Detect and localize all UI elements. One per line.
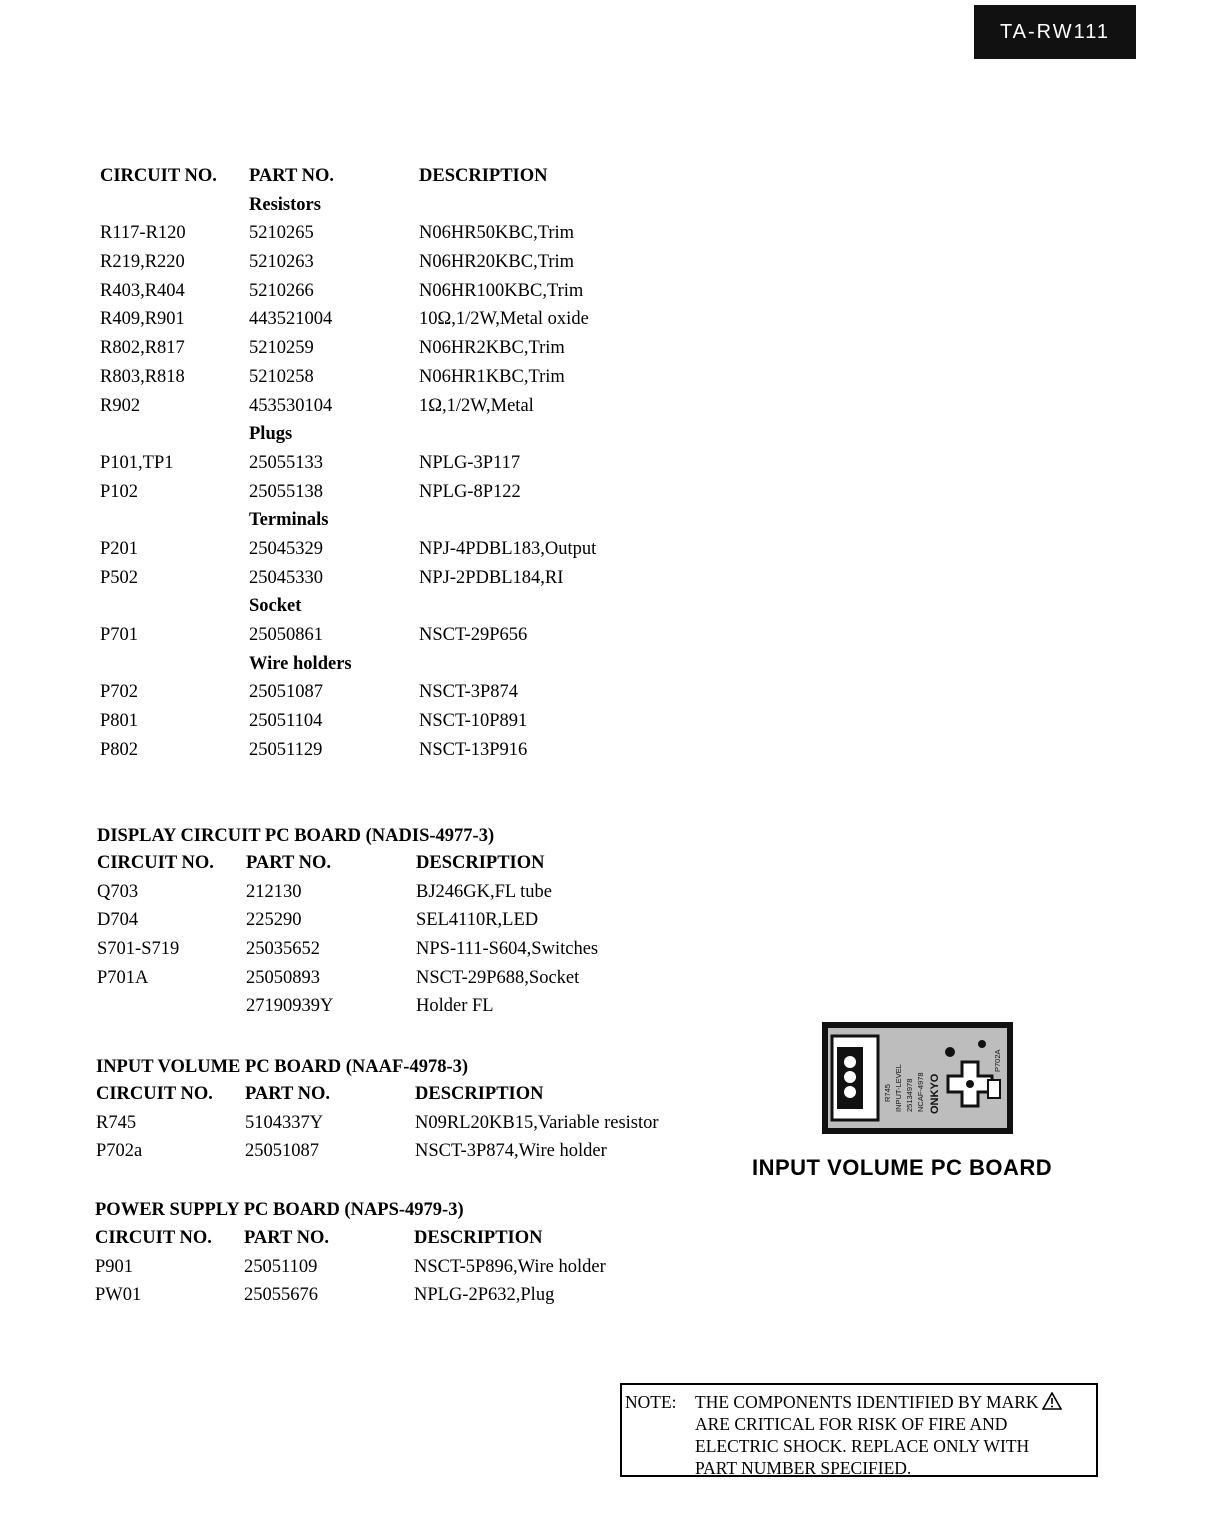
circuit-no-cell: S701-S719 [97,939,180,960]
table-row [100,740,660,769]
part-no-cell: 453530104 [249,395,333,416]
table-row [100,396,660,425]
note-line: ELECTRIC SHOCK. REPLACE ONLY WITH [695,1436,1030,1456]
table-row [100,338,660,367]
part-no-cell: 5210258 [249,366,314,387]
circuit-no-cell: R745 [96,1112,137,1133]
description-cell: NPLG-3P117 [419,452,521,473]
description-cell: NSCT-13P916 [419,739,528,760]
header-circuit-no: CIRCUIT NO. [100,166,217,186]
description-cell: NSCT-3P874,Wire holder [415,1141,607,1162]
table-row [97,939,657,968]
category-label: Terminals [249,510,329,531]
circuit-no-cell: P502 [100,567,139,588]
table-row [100,309,660,338]
header-circuit-no: CIRCUIT NO. [96,1084,213,1104]
note-line: ARE CRITICAL FOR RISK OF FIRE AND [695,1414,1008,1434]
table-row [95,1285,655,1314]
part-no-cell: 225290 [246,910,302,931]
description-cell: SEL4110R,LED [416,910,539,931]
safety-note [620,1383,1098,1477]
table-row [100,682,660,711]
circuit-no-cell: R803,R818 [100,366,185,387]
part-no-cell: 25050861 [249,625,323,645]
description-cell: NPJ-4PDBL183,Output [419,538,597,559]
description-cell: NSCT-29P688,Socket [416,967,580,988]
table-header [100,166,660,195]
table-row [100,711,660,740]
table-header [95,1228,655,1257]
board-label-p702a: P702A [993,1049,1002,1072]
category-row [100,654,660,683]
warning-triangle-icon [1042,1392,1062,1410]
power-board-table [95,1228,655,1314]
circuit-no-cell: P901 [95,1256,134,1277]
part-no-cell: 25050893 [246,967,320,988]
description-cell: N06HR1KBC,Trim [419,366,565,387]
table-row [100,252,660,281]
category-row [100,596,660,625]
part-no-cell: 25035652 [246,939,320,960]
description-cell: BJ246GK,FL tube [416,881,553,902]
circuit-no-cell: R117-R120 [100,223,186,244]
description-cell: NPLG-8P122 [419,481,521,502]
table-row [97,910,657,939]
part-no-cell: 5210263 [249,252,314,273]
table-header [96,1084,696,1113]
circuit-no-cell: P702 [100,682,139,703]
part-no-cell: 443521004 [249,309,333,330]
table-row [95,1257,655,1286]
part-no-cell: 25051087 [245,1141,319,1162]
header-description: DESCRIPTION [414,1228,543,1248]
part-no-cell: 25051087 [249,682,323,703]
header-part-no: PART NO. [244,1228,330,1248]
table-row [100,223,660,252]
description-cell: N06HR2KBC,Trim [419,338,565,359]
part-no-cell: 5104337Y [245,1112,324,1133]
circuit-no-cell: P702a [96,1141,143,1162]
table-row [100,568,660,597]
circuit-no-cell: Q703 [97,881,139,902]
description-cell: NSCT-5P896,Wire holder [414,1256,606,1277]
part-no-cell: 25055676 [244,1285,318,1306]
circuit-no-cell: P201 [100,538,139,559]
circuit-no-cell: P802 [100,739,139,760]
part-no-cell: 5210266 [249,280,314,301]
header-part-no: PART NO. [249,166,335,186]
table-row [96,1113,696,1142]
table-header [97,853,657,882]
note-line-text: THE COMPONENTS IDENTIFIED BY MARK [695,1392,1039,1412]
note-line [695,1391,1095,1413]
board-label-r745: R745 [883,1084,892,1102]
table-row [97,968,657,997]
header-description: DESCRIPTION [415,1084,544,1104]
part-no-cell: 25045330 [249,567,323,588]
circuit-no-cell: PW01 [95,1285,142,1306]
description-cell: Holder FL [416,996,494,1017]
table-row [100,625,660,654]
description-cell: 10Ω,1/2W,Metal oxide [419,309,589,330]
header-circuit-no: CIRCUIT NO. [97,853,214,873]
table-row [100,367,660,396]
description-cell: NPS-111-S604,Switches [416,939,599,960]
category-row [100,510,660,539]
description-cell: 1Ω,1/2W,Metal [419,395,534,416]
part-no-cell: 25055133 [249,452,323,473]
input-board-title: INPUT VOLUME PC BOARD (NAAF-4978-3) [96,1057,469,1077]
description-cell: NSCT-29P656 [419,625,528,645]
circuit-no-cell: R902 [100,395,141,416]
header-description: DESCRIPTION [419,166,548,186]
circuit-no-cell: P701 [100,625,139,645]
circuit-no-cell: R403,R404 [100,280,185,301]
table-row [100,453,660,482]
description-cell: N06HR20KBC,Trim [419,252,575,273]
circuit-no-cell: D704 [97,910,139,931]
table-row [100,482,660,511]
board-figure-caption: INPUT VOLUME PC BOARD [752,1155,1053,1180]
board-label-input-level: INPUT-LEVEL [894,1064,903,1112]
circuit-no-cell: P101,TP1 [100,452,174,473]
table-row [96,1141,696,1170]
part-no-cell: 5210265 [249,223,314,244]
circuit-no-cell: P701A [97,967,149,988]
table-row [97,996,657,1025]
input-volume-board-illustration [822,1022,1013,1134]
board-label-part-number: 25134978 [905,1078,914,1112]
part-no-cell: 5210259 [249,338,314,359]
board-label-brand: ONKYO [929,1073,941,1114]
description-cell: N06HR50KBC,Trim [419,223,575,244]
description-cell: NSCT-3P874 [419,682,519,703]
model-tag: TA-RW111 [974,5,1136,59]
header-circuit-no: CIRCUIT NO. [95,1228,212,1248]
category-label: Plugs [249,424,293,445]
circuit-no-cell: P801 [100,711,139,732]
part-no-cell: 27190939Y [246,996,334,1017]
power-board-title: POWER SUPPLY PC BOARD (NAPS-4979-3) [95,1200,464,1220]
header-part-no: PART NO. [245,1084,331,1104]
note-line: PART NUMBER SPECIFIED. [695,1458,912,1478]
header-description: DESCRIPTION [416,853,545,873]
category-row [100,195,660,224]
description-cell: N09RL20KB15,Variable resistor [415,1112,659,1133]
category-label: Wire holders [249,653,352,674]
description-cell: N06HR100KBC,Trim [419,280,584,301]
display-board-title: DISPLAY CIRCUIT PC BOARD (NADIS-4977-3) [97,826,495,846]
circuit-no-cell: P102 [100,481,139,502]
description-cell: NPJ-2PDBL184,RI [419,567,564,588]
board-label-ncaf: NCAF-4978 [916,1072,925,1112]
display-board-table [97,853,657,1025]
circuit-no-cell: R802,R817 [100,338,185,359]
note-label: NOTE: [625,1392,677,1412]
table-row [100,539,660,568]
category-label: Resistors [249,194,321,215]
part-no-cell: 25051129 [249,739,323,760]
table-row [100,281,660,310]
category-row [100,424,660,453]
part-no-cell: 25055138 [249,481,323,502]
circuit-no-cell: R409,R901 [100,309,185,330]
part-no-cell: 25045329 [249,538,323,559]
part-no-cell: 212130 [246,881,302,902]
note-body [695,1391,1095,1479]
header-part-no: PART NO. [246,853,332,873]
circuit-no-cell: R219,R220 [100,252,185,273]
part-no-cell: 25051104 [249,711,323,732]
input-board-table [96,1084,696,1170]
description-cell: NSCT-10P891 [419,711,528,732]
part-no-cell: 25051109 [244,1256,318,1277]
description-cell: NPLG-2P632,Plug [414,1285,555,1306]
main-parts-table [100,166,660,768]
table-row [97,882,657,911]
category-label: Socket [249,596,302,617]
